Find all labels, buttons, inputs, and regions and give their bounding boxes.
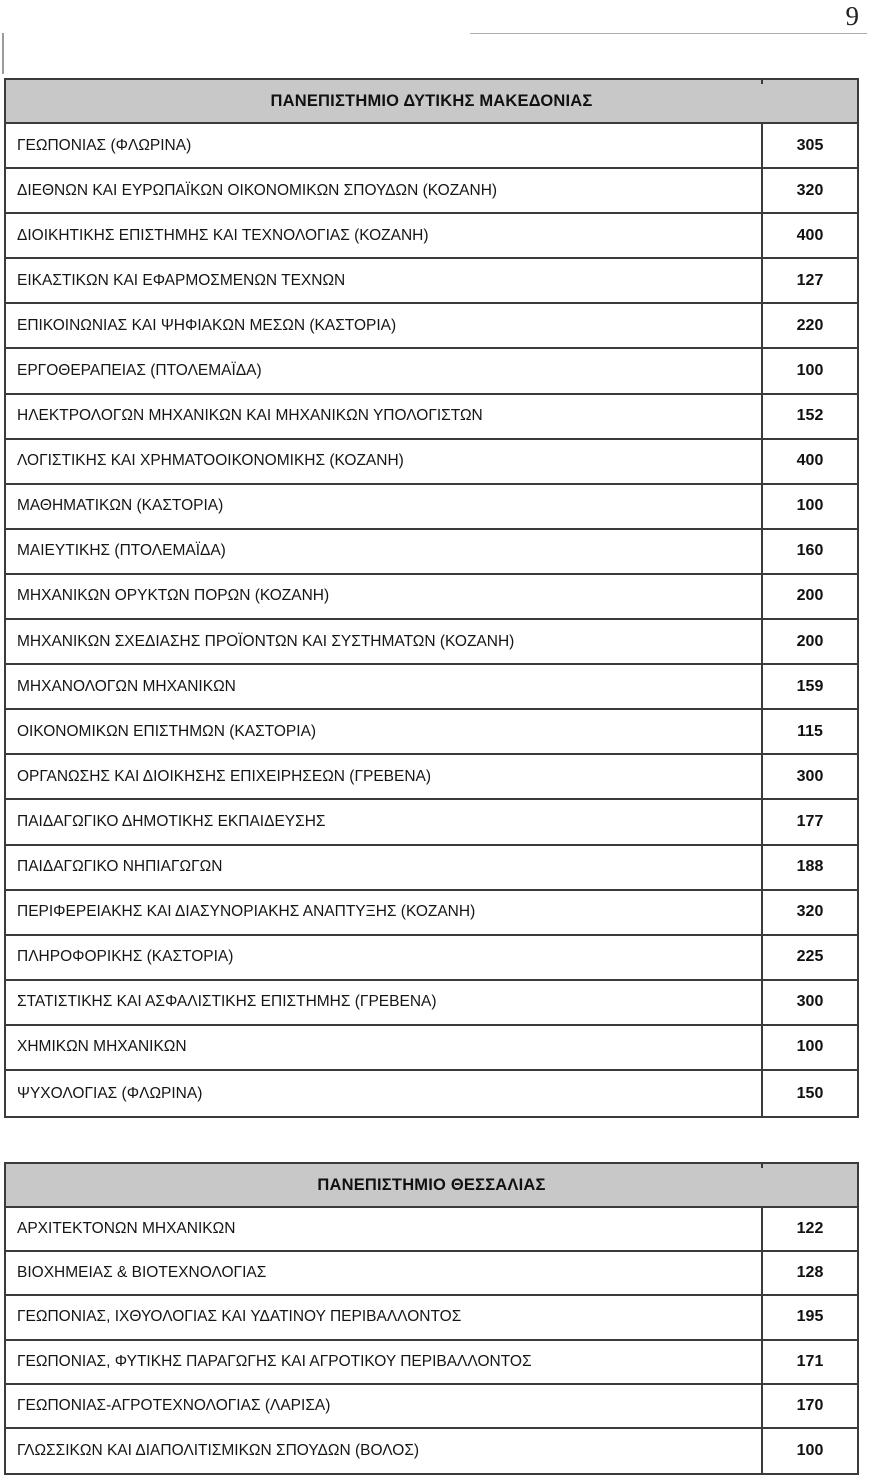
department-name-cell: ΕΙΚΑΣΤΙΚΩΝ ΚΑΙ ΕΦΑΡΜΟΣΜΕΝΩΝ ΤΕΧΝΩΝ: [6, 259, 763, 302]
header-rule: [470, 33, 867, 34]
table-row: [6, 169, 857, 214]
department-name-cell: ΓΛΩΣΣΙΚΩΝ ΚΑΙ ΔΙΑΠΟΛΙΤΙΣΜΙΚΩΝ ΣΠΟΥΔΩΝ (ΒΟΛΟΣ): [6, 1429, 763, 1473]
places-count-cell: 127: [796, 271, 824, 289]
table-row: [6, 575, 857, 620]
department-name-cell: ΜΗΧΑΝΟΛΟΓΩΝ ΜΗΧΑΝΙΚΩΝ: [6, 665, 763, 708]
places-count-cell: 225: [796, 948, 824, 966]
department-name-cell: ΧΗΜΙΚΩΝ ΜΗΧΑΝΙΚΩΝ: [6, 1026, 763, 1069]
table-row: [6, 1341, 857, 1385]
table-row: [6, 395, 857, 440]
column-divider-stub: [761, 1162, 763, 1168]
department-name-cell: ΜΗΧΑΝΙΚΩΝ ΣΧΕΔΙΑΣΗΣ ΠΡΟΪΟΝΤΩΝ ΚΑΙ ΣΥΣΤΗΜΑΤΩΝ (ΚΟΖΑΝΗ): [6, 620, 763, 663]
university-table-header: [6, 1164, 857, 1208]
table-row: [6, 665, 857, 710]
table-row: [6, 1026, 857, 1071]
department-name-cell: ΓΕΩΠΟΝΙΑΣ, ΦΥΤΙΚΗΣ ΠΑΡΑΓΩΓΗΣ ΚΑΙ ΑΓΡΟΤΙΚΟΥ ΠΕΡΙΒΑΛΛΟΝΤΟΣ: [6, 1341, 763, 1383]
department-name-cell: ΜΑΘΗΜΑΤΙΚΩΝ (ΚΑΣΤΟΡΙΑ): [6, 485, 763, 528]
department-name-cell: ΒΙΟΧΗΜΕΙΑΣ & ΒΙΟΤΕΧΝΟΛΟΓΙΑΣ: [6, 1252, 763, 1294]
places-count-cell: 115: [797, 722, 823, 740]
column-divider-stub: [761, 78, 763, 84]
department-name-cell: ΓΕΩΠΟΝΙΑΣ, ΙΧΘΥΟΛΟΓΙΑΣ ΚΑΙ ΥΔΑΤΙΝΟΥ ΠΕΡΙΒΑΛΛΟΝΤΟΣ: [6, 1296, 763, 1338]
table-row: [6, 124, 857, 169]
table-row: [6, 1385, 857, 1429]
places-count-cell: 177: [796, 812, 824, 830]
table-row: [6, 1429, 857, 1473]
table-row: [6, 800, 857, 845]
department-name-cell: ΗΛΕΚΤΡΟΛΟΓΩΝ ΜΗΧΑΝΙΚΩΝ ΚΑΙ ΜΗΧΑΝΙΚΩΝ ΥΠΟΛΟΓΙΣΤΩΝ: [6, 395, 763, 438]
places-count-cell: 188: [796, 858, 824, 876]
table-row: [6, 710, 857, 755]
department-name-cell: ΨΥΧΟΛΟΓΙΑΣ (ΦΛΩΡΙΝΑ): [6, 1071, 763, 1116]
department-name-cell: ΓΕΩΠΟΝΙΑΣ-ΑΓΡΟΤΕΧΝΟΛΟΓΙΑΣ (ΛΑΡΙΣΑ): [6, 1385, 763, 1427]
department-name-cell: ΔΙΟΙΚΗΤΙΚΗΣ ΕΠΙΣΤΗΜΗΣ ΚΑΙ ΤΕΧΝΟΛΟΓΙΑΣ (ΚΟΖΑΝΗ): [6, 214, 763, 257]
places-count-cell: 300: [796, 993, 824, 1011]
places-count-cell: 200: [796, 632, 824, 650]
table-row: [6, 530, 857, 575]
department-name-cell: ΑΡΧΙΤΕΚΤΟΝΩΝ ΜΗΧΑΝΙΚΩΝ: [6, 1208, 763, 1250]
department-name-cell: ΟΙΚΟΝΟΜΙΚΩΝ ΕΠΙΣΤΗΜΩΝ (ΚΑΣΤΟΡΙΑ): [6, 710, 763, 753]
department-name-cell: ΜΑΙΕΥΤΙΚΗΣ (ΠΤΟΛΕΜΑΪΔΑ): [6, 530, 763, 573]
department-name-cell: ΕΠΙΚΟΙΝΩΝΙΑΣ ΚΑΙ ΨΗΦΙΑΚΩΝ ΜΕΣΩΝ (ΚΑΣΤΟΡΙΑ): [6, 304, 763, 347]
places-count-cell: 300: [796, 767, 824, 785]
university-title: ΠΑΝΕΠΙΣΤΗΜΙΟ ΘΕΣΣΑΛΙΑΣ: [317, 1175, 546, 1194]
places-count-cell: 320: [796, 903, 824, 921]
table-row: [6, 846, 857, 891]
table-rows: [6, 1208, 857, 1473]
table-row: [6, 440, 857, 485]
table-row: [6, 1296, 857, 1340]
university-title: ΠΑΝΕΠΙΣΤΗΜΙΟ ΔΥΤΙΚΗΣ ΜΑΚΕΔΟΝΙΑΣ: [270, 91, 593, 110]
places-count-cell: 100: [796, 1442, 824, 1460]
table-row: [6, 259, 857, 304]
places-count-cell: 100: [796, 362, 824, 380]
page-edge-artifact: [2, 33, 4, 74]
department-name-cell: ΠΛΗΡΟΦΟΡΙΚΗΣ (ΚΑΣΤΟΡΙΑ): [6, 936, 763, 979]
university-table: [4, 1162, 859, 1475]
department-name-cell: ΠΑΙΔΑΓΩΓΙΚΟ ΝΗΠΙΑΓΩΓΩΝ: [6, 846, 763, 889]
department-name-cell: ΕΡΓΟΘΕΡΑΠΕΙΑΣ (ΠΤΟΛΕΜΑΪΔΑ): [6, 349, 763, 392]
places-count-cell: 400: [796, 452, 824, 470]
table-row: [6, 485, 857, 530]
department-name-cell: ΟΡΓΑΝΩΣΗΣ ΚΑΙ ΔΙΟΙΚΗΣΗΣ ΕΠΙΧΕΙΡΗΣΕΩΝ (ΓΡΕΒΕΝΑ): [6, 755, 763, 798]
table-rows: [6, 124, 857, 1116]
places-count-cell: 320: [796, 181, 824, 199]
table-row: [6, 214, 857, 259]
university-table-header: [6, 80, 857, 124]
places-count-cell: 170: [796, 1396, 824, 1414]
table-row: [6, 1071, 857, 1116]
places-count-cell: 100: [796, 1038, 824, 1056]
places-count-cell: 159: [796, 677, 824, 695]
places-count-cell: 200: [796, 587, 824, 605]
places-count-cell: 122: [796, 1220, 824, 1238]
places-count-cell: 400: [796, 226, 824, 244]
table-row: [6, 936, 857, 981]
places-count-cell: 220: [796, 316, 824, 334]
department-name-cell: ΔΙΕΘΝΩΝ ΚΑΙ ΕΥΡΩΠΑΪΚΩΝ ΟΙΚΟΝΟΜΙΚΩΝ ΣΠΟΥΔΩΝ (ΚΟΖΑΝΗ): [6, 169, 763, 212]
table-row: [6, 981, 857, 1026]
places-count-cell: 150: [796, 1084, 824, 1102]
table-row: [6, 620, 857, 665]
department-name-cell: ΣΤΑΤΙΣΤΙΚΗΣ ΚΑΙ ΑΣΦΑΛΙΣΤΙΚΗΣ ΕΠΙΣΤΗΜΗΣ (ΓΡΕΒΕΝΑ): [6, 981, 763, 1024]
places-count-cell: 305: [796, 136, 824, 154]
places-count-cell: 171: [796, 1352, 824, 1370]
table-row: [6, 1208, 857, 1252]
university-table: [4, 78, 859, 1118]
table-row: [6, 891, 857, 936]
places-count-cell: 128: [796, 1264, 824, 1282]
places-count-cell: 195: [796, 1308, 824, 1326]
places-count-cell: 160: [796, 542, 824, 560]
department-name-cell: ΜΗΧΑΝΙΚΩΝ ΟΡΥΚΤΩΝ ΠΟΡΩΝ (ΚΟΖΑΝΗ): [6, 575, 763, 618]
department-name-cell: ΓΕΩΠΟΝΙΑΣ (ΦΛΩΡΙΝΑ): [6, 124, 763, 167]
table-row: [6, 755, 857, 800]
table-row: [6, 304, 857, 349]
department-name-cell: ΠΕΡΙΦΕΡΕΙΑΚΗΣ ΚΑΙ ΔΙΑΣΥΝΟΡΙΑΚΗΣ ΑΝΑΠΤΥΞΗΣ (ΚΟΖΑΝΗ): [6, 891, 763, 934]
department-name-cell: ΛΟΓΙΣΤΙΚΗΣ ΚΑΙ ΧΡΗΜΑΤΟΟΙΚΟΝΟΜΙΚΗΣ (ΚΟΖΑΝΗ): [6, 440, 763, 483]
table-row: [6, 349, 857, 394]
places-count-cell: 152: [796, 407, 824, 425]
places-count-cell: 100: [796, 497, 824, 515]
department-name-cell: ΠΑΙΔΑΓΩΓΙΚΟ ΔΗΜΟΤΙΚΗΣ ΕΚΠΑΙΔΕΥΣΗΣ: [6, 800, 763, 843]
page-number: 9: [845, 1, 859, 31]
table-row: [6, 1252, 857, 1296]
